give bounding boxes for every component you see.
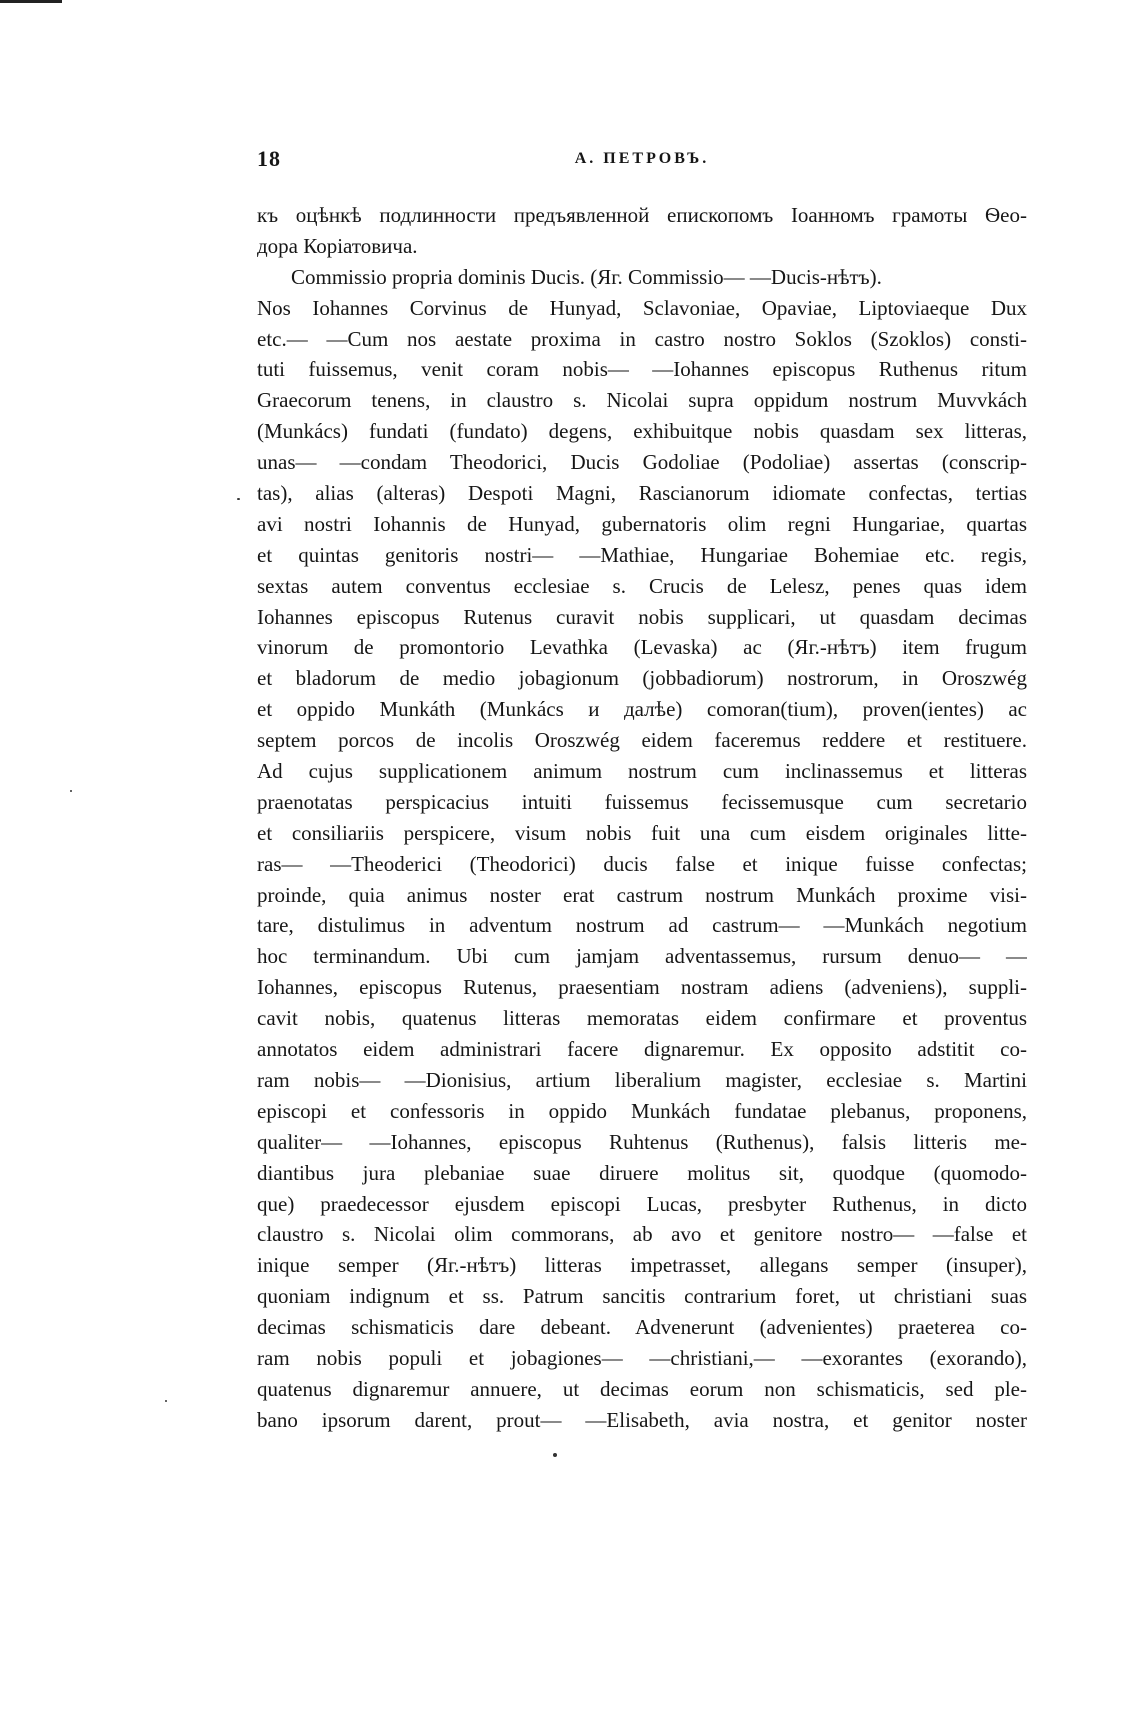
text-line: tas), alias (alteras) Despoti Magni, Rascianorum idiomate confectas, tertias bbox=[257, 481, 1027, 506]
text-line: diantibus jura plebaniae suae diruere molitus sit, quodque (quomodo- bbox=[257, 1160, 1027, 1185]
text-line: proinde, quia animus noster erat castrum nostrum Munkách proxime visi- bbox=[257, 882, 1027, 907]
text-line: ras— —Theoderici (Theodorici) ducis false et inique fuisse confectas; bbox=[257, 851, 1027, 876]
text-line: къ оцѣнкѣ подлинности предъявленной епископомъ Іоанномъ грамоты Ѳео- bbox=[257, 203, 1027, 227]
page-header bbox=[257, 146, 1027, 176]
text-line: praenotatas perspicacius intuiti fuissemus fecissemusque cum secretario bbox=[257, 789, 1027, 814]
ink-speck bbox=[165, 1400, 167, 1402]
running-head: А. ПЕТРОВЪ. bbox=[574, 150, 710, 167]
text-line: ram nobis— —Dionisius, artium liberalium magister, ecclesiae s. Martini bbox=[257, 1067, 1027, 1092]
text-line: ram nobis populi et jobagiones— —christiani,— —exorantes (exorando), bbox=[257, 1345, 1027, 1370]
text-line: septem porcos de incolis Oroszwég eidem faceremus reddere et restituere. bbox=[257, 728, 1027, 753]
text-line: vinorum de promontorio Levathka (Levaska) ac (Яг.-нѣтъ) item frugum bbox=[257, 635, 1027, 660]
text-line: (Munkács) fundati (fundato) degens, exhibuitque nobis quasdam sex litteras, bbox=[257, 419, 1027, 444]
text-line: Commissio propria dominis Ducis. (Яг. Commissio— —Ducis-нѣтъ). bbox=[291, 264, 882, 289]
text-line: Ad cujus supplicationem animum nostrum cum inclinassemus et litteras bbox=[257, 759, 1027, 784]
text-line: et quintas genitoris nostri— —Mathiae, Hungariae Bohemiae etc. regis, bbox=[257, 542, 1027, 567]
text-line: Nos Iohannes Corvinus de Hunyad, Sclavoniae, Opaviae, Liptoviaeque Dux bbox=[257, 295, 1027, 320]
text-line: Graecorum tenens, in claustro s. Nicolai supra oppidum nostrum Muvvkách bbox=[257, 388, 1027, 413]
ink-speck bbox=[70, 790, 72, 792]
text-line: quoniam indignum et ss. Patrum sancitis contrarium foret, ut christiani suas bbox=[257, 1284, 1027, 1309]
text-line: claustro s. Nicolai olim commorans, ab avo et genitore nostro— —false et bbox=[257, 1222, 1027, 1247]
scan-edge-mark bbox=[0, 0, 62, 3]
text-line: avi nostri Iohannis de Hunyad, gubernatoris olim regni Hungariae, quartas bbox=[257, 511, 1027, 536]
text-line: decimas schismaticis dare debeant. Advenerunt (advenientes) praeterea co- bbox=[257, 1315, 1027, 1340]
text-line: quatenus dignaremur annuere, ut decimas eorum non schismaticis, sed ple- bbox=[257, 1376, 1027, 1401]
page-number: 18 bbox=[257, 146, 281, 171]
text-line: episcopi et confessoris in oppido Munkách fundatae plebanus, proponens, bbox=[257, 1098, 1027, 1123]
text-line: que) praedecessor ejusdem episcopi Lucas, presbyter Ruthenus, in dicto bbox=[257, 1191, 1027, 1216]
text-line: unas— —condam Theodorici, Ducis Godoliae (Podoliae) assertas (conscrip- bbox=[257, 450, 1027, 475]
text-line: Iohannes episcopus Rutenus curavit nobis supplicari, ut quasdam decimas bbox=[257, 604, 1027, 629]
text-line: qualiter— —Iohannes, episcopus Ruhtenus (Ruthenus), falsis litteris me- bbox=[257, 1129, 1027, 1154]
text-line: bano ipsorum darent, prout— —Elisabeth, avia nostra, et genitor noster bbox=[257, 1407, 1027, 1432]
text-line: etc.— —Cum nos aestate proxima in castro nostro Soklos (Szoklos) consti- bbox=[257, 326, 1027, 351]
page-body bbox=[257, 200, 1027, 1436]
ink-speck bbox=[237, 498, 240, 500]
text-line: inique semper (Яг.-нѣтъ) litteras impetrasset, allegans semper (insuper), bbox=[257, 1253, 1027, 1278]
text-line: et bladorum de medio jobagionum (jobbadiorum) nostrorum, in Oroszwég bbox=[257, 666, 1027, 691]
ink-speck bbox=[553, 1453, 557, 1457]
text-line: et consiliariis perspicere, visum nobis fuit una cum eisdem originales litte- bbox=[257, 820, 1027, 845]
text-line: cavit nobis, quatenus litteras memoratas eidem confirmare et proventus bbox=[257, 1006, 1027, 1031]
text-line: tare, distulimus in adventum nostrum ad castrum— —Munkách negotium bbox=[257, 913, 1027, 938]
text-line: sextas autem conventus ecclesiae s. Crucis de Lelesz, penes quas idem bbox=[257, 573, 1027, 598]
text-line: hoc terminandum. Ubi cum jamjam adventassemus, rursum denuo— — bbox=[257, 944, 1027, 969]
text-line: дора Коріатовича. bbox=[257, 233, 418, 258]
text-line: annotatos eidem administrari facere dignaremur. Ex opposito adstitit co- bbox=[257, 1037, 1027, 1062]
text-line: et oppido Munkáth (Munkács и далѣе) comoran(tium), proven(ientes) ac bbox=[257, 697, 1027, 722]
text-line: Iohannes, episcopus Rutenus, praesentiam nostram adiens (adveniens), suppli- bbox=[257, 975, 1027, 1000]
text-line: tuti fuissemus, venit coram nobis— —Iohannes episcopus Ruthenus ritum bbox=[257, 357, 1027, 382]
